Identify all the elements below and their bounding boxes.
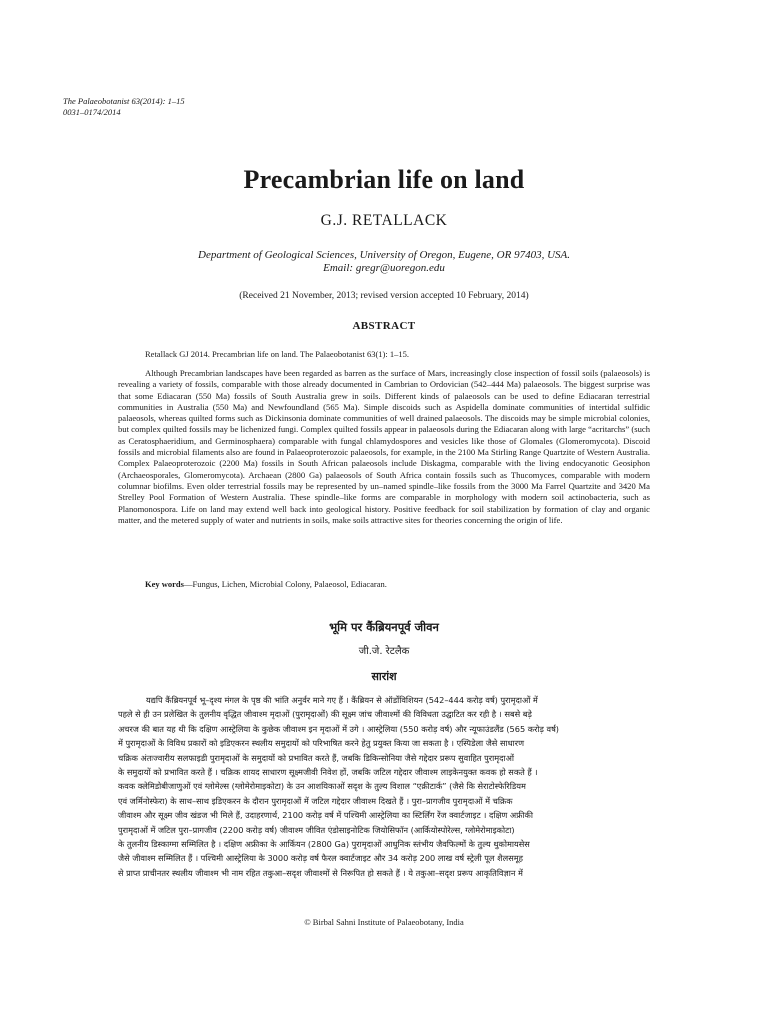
paper-author: G.J. RETALLACK bbox=[320, 212, 448, 229]
paper-title: Precambrian life on land bbox=[243, 165, 525, 194]
hindi-line: पहले से ही उन प्रलेखित के तुलनीय वृद्धित जीवाश्म मृदाओं (पुरामृदाओं) की सूक्ष्म जांच जीवाश्मों की विविधता उद्घाटित कर रही है । सबसे बड़े bbox=[118, 709, 532, 720]
journal-issn: 0031–0174/2014 bbox=[63, 107, 121, 117]
hindi-line: से प्राप्त प्राचीनतर स्थलीय जीवाश्म भी नाम रहित तकुआ–सदृश जीवाश्मों से निरूपित हो सकते हैं । ये तकुआ–सदृश प्ररूप आकृतिविज्ञान में bbox=[118, 867, 523, 878]
abstract-body bbox=[118, 368, 650, 526]
copyright-footer: © Birbal Sahni Institute of Palaeobotany, India bbox=[304, 917, 464, 927]
journal-citation: The Palaeobotanist 63(2014): 1–15 bbox=[63, 96, 185, 106]
hindi-line: में पुरामृदाओं के विविध प्रकारों को इडिएकरन स्थलीय समुदायों को परिभाषित करने हेतु प्रयुक्त किया जा सकता है । एस्पिडेला जैसे साधारण bbox=[118, 738, 525, 749]
hindi-title: भूमि पर कैंब्रियनपूर्व जीवन bbox=[329, 620, 439, 634]
hindi-abstract-body bbox=[118, 693, 650, 880]
keywords bbox=[145, 579, 387, 589]
abstract-citation: Retallack GJ 2014. Precambrian life on land. The Palaeobotanist 63(1): 1–15. bbox=[145, 349, 409, 359]
hindi-author: जी.जे. रेटलैक bbox=[358, 646, 410, 657]
affiliation-email: Email: gregr@uoregon.edu bbox=[323, 262, 445, 274]
received-dates: (Received 21 November, 2013; revised version accepted 10 February, 2014) bbox=[239, 291, 529, 301]
hindi-line: के समुदायों को प्रभावित करते हैं । चक्रिक शायद साधारण सूक्ष्मजीवी निवेश हों, जबकि जटिल गद्देदार जीवाश्म लाइकेनयुक्त कवक हो सकते हैं । bbox=[118, 767, 538, 778]
keywords-label: Key words bbox=[145, 579, 184, 589]
abstract-paragraph: Although Precambrian landscapes have been regarded as barren as the surface of Mars, increasingly close inspection of fossil soils (palaeosols) is revealing a variety of fossils, comparable with those already documented in Cambrian to Ordovician (542–444 Ma) palaeosols. The biggest surprise was that some Ediacaran (550 Ma) fossils of South Australia grew in soils. Different kinds of palaeosols can be used to define Ediacaran terrestrial communities in Australia (550 Ma) and Newfoundland (565 Ma). Simple discoids such as Aspidella dominate communities of intertidal sulfidic palaeosols, whereas quilted forms such as Dickinsonia dominate communities of well drained palaeosols. The discoids may be simple microbial colonies, but complex quilted fossils may be lichenized fungi. Complex quilted fossils appear in palaeosols during the Ediacaran along with large “acritarchs” (such as Ceratosphaeridium, and Germinosphaera) comparable with fungal chlamydospores and vesicles like those of Glomales (Glomeromycota). Discoid fossils and microbial filaments also are found in Palaeoproterozoic palaeosols, for example, in the 2100 Ma Stirling Range Quartzite of Western Australia. Complex Palaeoproterozoic (2200 Ma) fossils in South African palaeosols include Diskagma, comparable with the living endocyanotic Geosiphon (Archaeosporales, Glomeromycota). Archaean (2800 Ga) palaeosols of South Africa contain fossils such as Thucomyces, comparable with modern columnar biofilms. Even older terrestrial fossils may be represented by un–named spindle–like fossils from the 3000 Ma Farrel Quartzite and 3420 Ma Strelley Pool Formation of Western Australia. These spindle–like forms are comparable in morphology with modern soil actinobacteria, such as Planomonospora. Life on land may extend well back into geological history. Positive feedback for soil stabilization by formation of clay and organic matter, and the metered supply of water and nutrients in soils, make soils attractive sites for theories concerning the origin of life. bbox=[118, 368, 650, 525]
hindi-line: यद्यपि कैंब्रियनपूर्व भू–दृश्य मंगल के पृष्ठ की भांति अनुर्वर माने गए हैं । कैंब्रियन से ऑर्डोविशियन (542–444 करोड़ वर्ष) पुरामृदाओं में bbox=[146, 695, 538, 705]
keywords-text: —Fungus, Lichen, Microbial Colony, Palaeosol, Ediacaran. bbox=[183, 579, 387, 589]
abstract-heading: ABSTRACT bbox=[352, 320, 416, 332]
hindi-line: चक्रिक अंतःज्वारीय सलफाइडी पुरामृदाओं के समुदायों को प्रभावित करते हैं, जबकि डिकिन्सोनिया जैसे गद्देदार प्ररूप सुवाहित पुरामृदाओं bbox=[118, 752, 514, 763]
hindi-line: एवं जर्मिनोस्फेरा) के साथ–साथ इडिएकरन के दौरान पुरामृदाओं में जटिल गद्देदार जीवाश्म दिखते हैं । पुरा–प्रागजीव पुरामृदाओं में चक्रिक bbox=[118, 795, 513, 806]
author-affiliation bbox=[0, 249, 768, 275]
hindi-line: जैसे जीवाश्म सम्मिलित हैं । पश्चिमी आस्ट्रेलिया के 3000 करोड़ वर्ष फैरल क्वार्टजाइट और 34 करोड़ 200 लाख वर्ष स्ट्रेली पूल शैलसमूह bbox=[118, 853, 523, 864]
hindi-line: जीवाश्म और सूक्ष्म जीव खंडज भी मिले हैं, उदाहरणार्थ, 2100 करोड़ वर्ष में पश्चिमी आस्ट्रेलिया का स्टिर्लिंग रेंज क्वार्टजाइट । दक्षिण अफ्रीकी bbox=[118, 810, 533, 821]
hindi-line: पुरामृदाओं में जटिल पुरा–प्रागजीव (2200 करोड़ वर्ष) जीवाश्म जीवित एंडोसाइनोटिक जियोसिफॉन (आर्कियोस्पोरेल्स, ग्लोमेरोमाइकोटा) bbox=[118, 824, 515, 835]
hindi-line: अचरज की बात यह थी कि दक्षिण आस्ट्रेलिया के कुछेक जीवाश्म इन मृदाओं में उगे । आस्ट्रेलिया (550 करोड़ वर्ष) और न्यूफाउंडलैंड (565 करोड़ वर्ष) bbox=[118, 723, 560, 734]
hindi-line: कवक क्लेमिडोबीजाणुओं एवं ग्लोमेल्स (ग्लोमेरोमाइकोटा) के उन आशयिकाओं सदृश के तुल्य विशाल “एक्रीटार्क” (जैसे कि सेराटोस्फेरिडियम bbox=[118, 781, 526, 792]
affiliation-department: Department of Geological Sciences, University of Oregon, Eugene, OR 97403, USA. bbox=[198, 249, 570, 261]
hindi-line: के तुलनीय डिस्काग्मा सम्मिलित है । दक्षिण अफ्रीका के आर्कियन (2800 Ga) पुरामृदाओं आधुनिक स्तंभीय जैवफिल्मों के तुल्य थुकोमायसेस bbox=[118, 839, 530, 850]
journal-reference bbox=[63, 96, 185, 118]
hindi-abstract-heading: सारांश bbox=[371, 670, 397, 683]
